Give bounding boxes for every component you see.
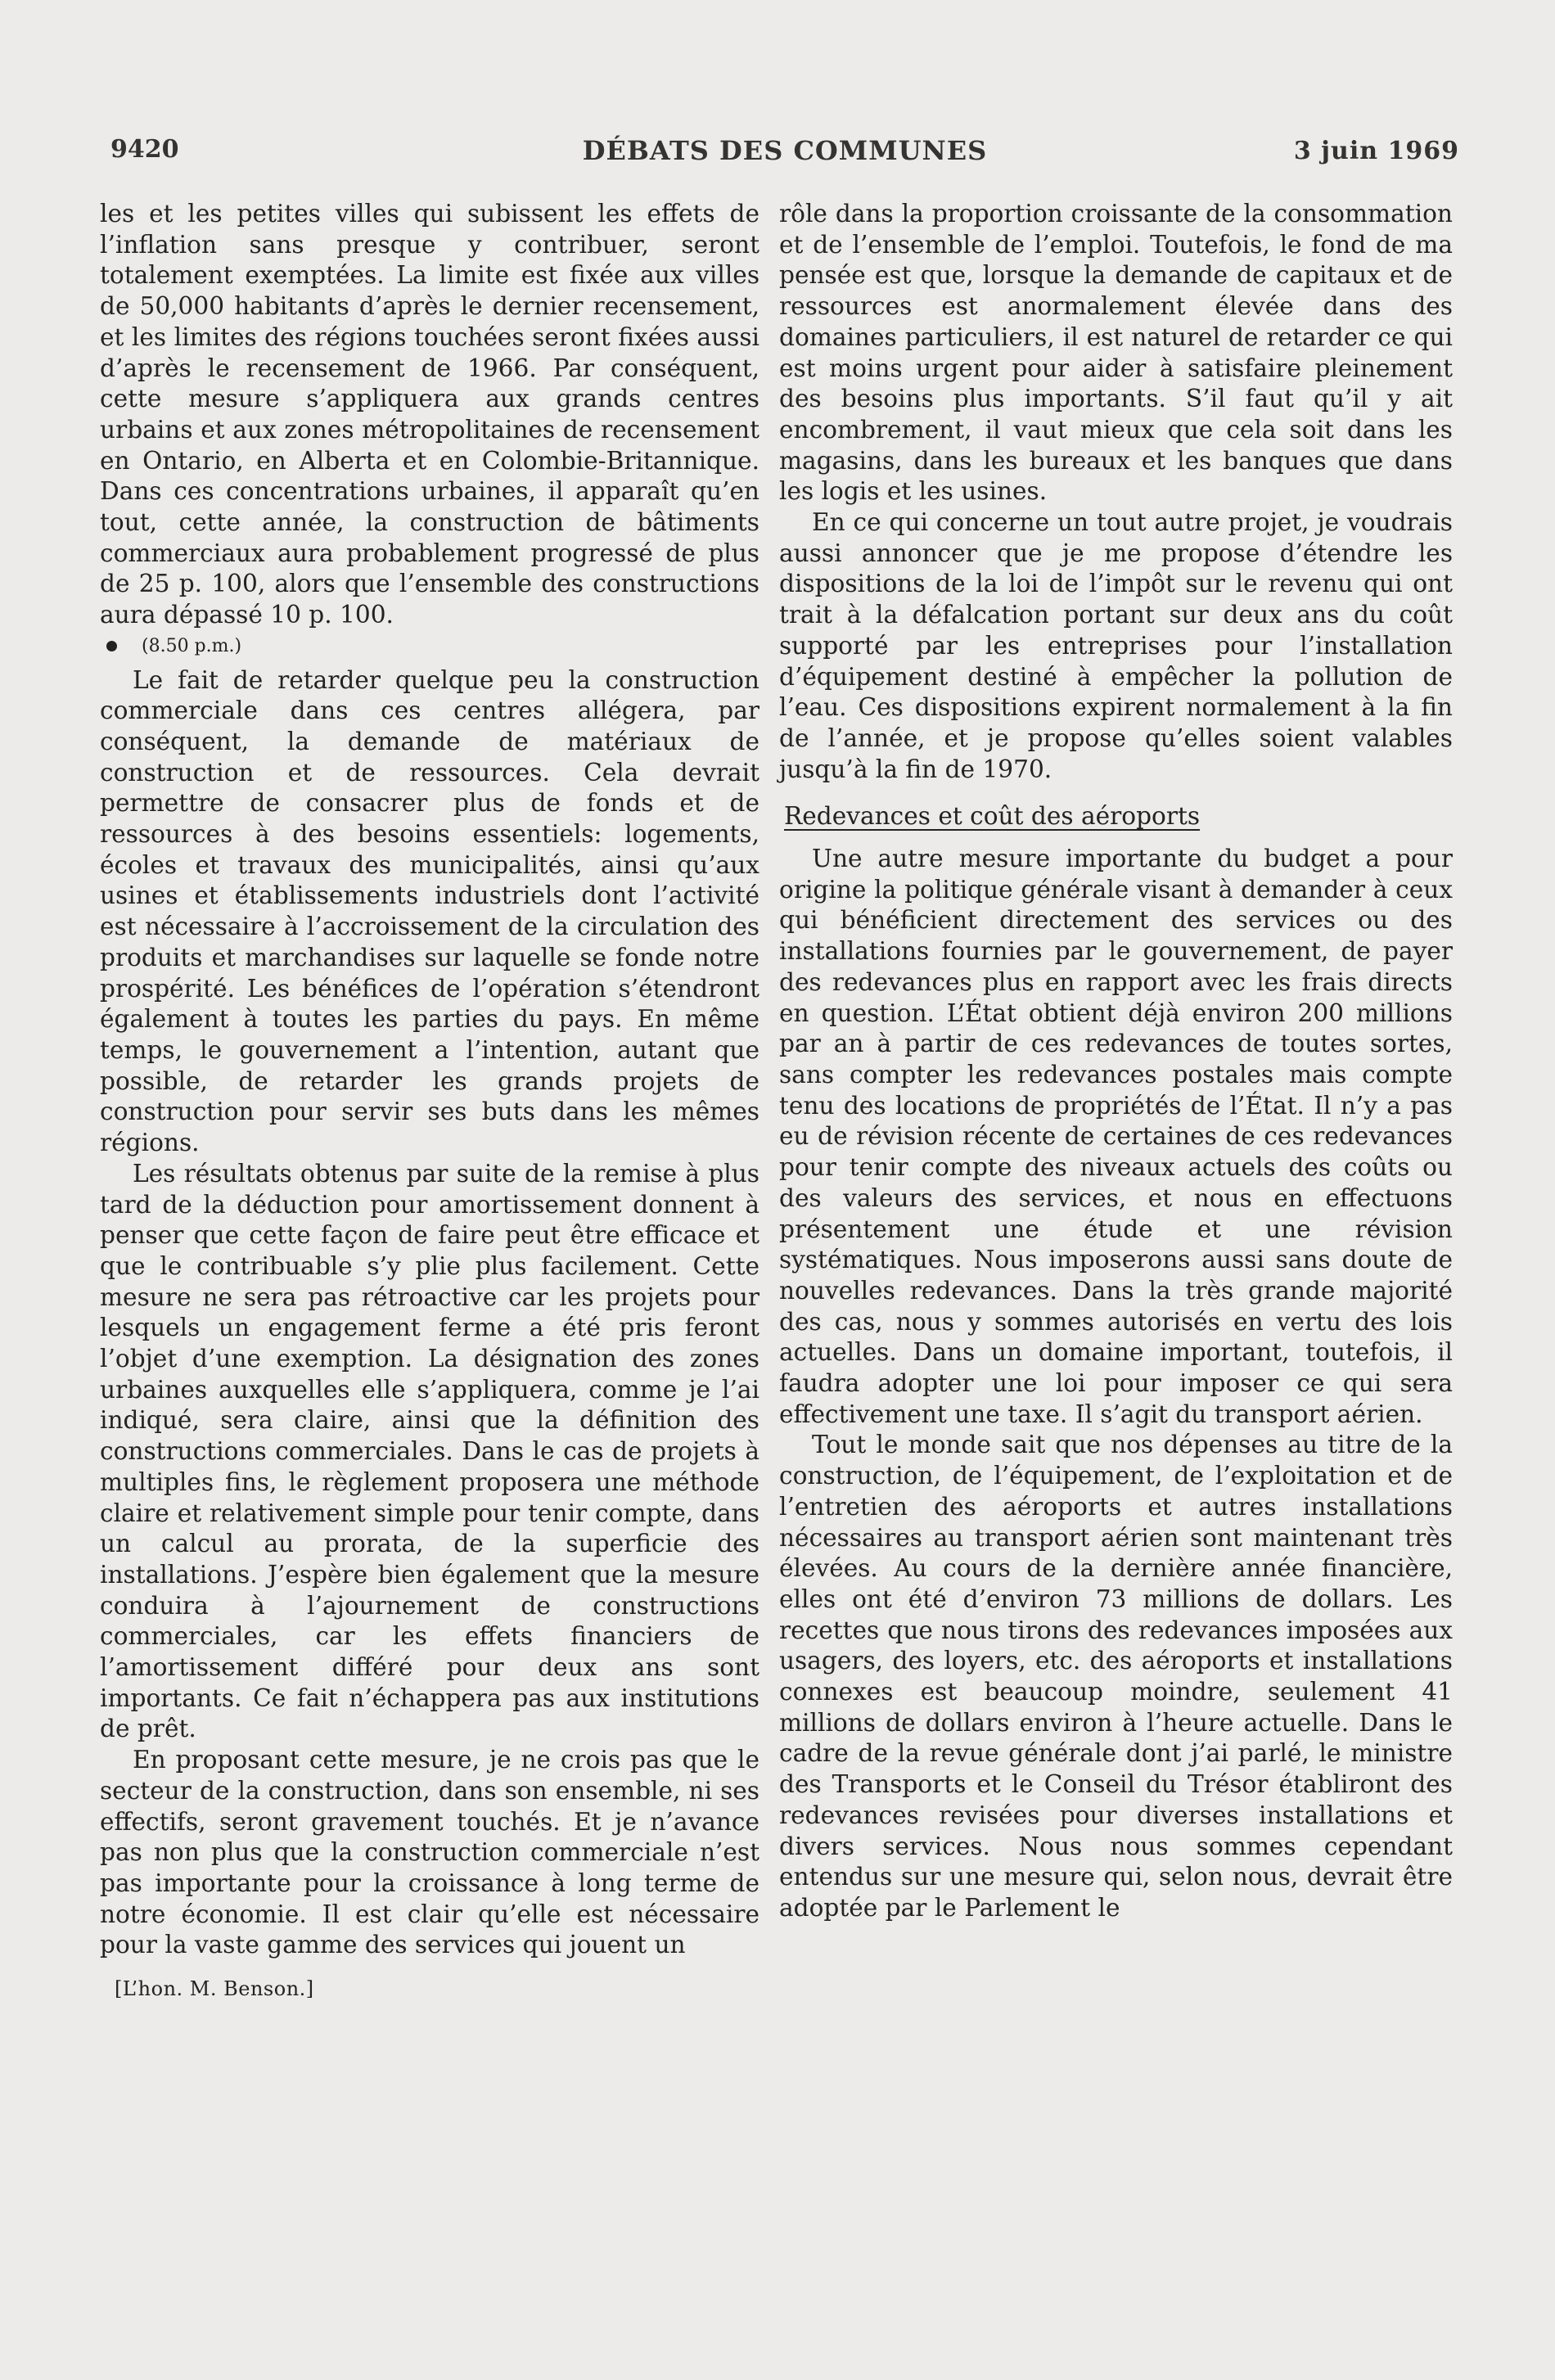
page-header bbox=[110, 135, 1459, 168]
paragraph: En ce qui concerne un tout autre projet, je voudrais aussi annoncer que je me propose d’étendre les dispositions de la loi de l’impôt sur le revenu qui ont trait à la défalcation portant sur deux ans du coût supporté par les entreprises pour l’installation d’équipement destiné à empêcher la pollution de l’eau. Ces dispositions expirent normalement à la fin de l’année, et je propose qu’elles soient valables jusqu’à la fin de 1970. bbox=[779, 508, 1453, 783]
publication-date: 3 juin 1969 bbox=[1293, 137, 1459, 165]
left-column bbox=[100, 199, 759, 2005]
paragraph: En proposant cette mesure, je ne crois pas que le secteur de la construction, dans son ensemble, ni ses effectifs, seront gravement touchés. Et je n’avance pas non plus que la construction commerciale n’est pas importante pour la croissance à long terme de notre économie. Il est clair qu’elle est nécessaire pour la vaste gamme des services qui jouent un bbox=[100, 1746, 759, 1959]
page-number: 9420 bbox=[110, 135, 179, 164]
time-marker-label: (8.50 p.m.) bbox=[142, 635, 242, 656]
speaker-attribution: [L’hon. M. Benson.] bbox=[115, 1977, 314, 2001]
paragraph: Une autre mesure importante du budget a pour origine la politique générale visant à demander à ceux qui bénéficient directement des services ou des installations fournies par le gouvernement, de payer des redevances plus en rapport avec les frais directs en question. L’État obtient déjà environ 200 millions par an à partir de ces redevances de toutes sortes, sans compter les redevances postales mais compte tenu des locations de propriétés de l’État. Il n’y a pas eu de révision récente de certaines de ces redevances pour tenir compte des niveaux actuels des coûts ou des valeurs des services, et nous en effectuons présentement une étude et une révision systématiques. Nous imposerons aussi sans doute de nouvelles redevances. Dans la très grande majorité des cas, nous y sommes autorisés en vertu des lois actuelles. Dans un domaine important, toutefois, il faudra adopter une loi pour imposer ce qui sera effectivement une taxe. Il s’agit du transport aérien. bbox=[779, 845, 1453, 1428]
time-marker bbox=[106, 631, 759, 662]
section-heading: Redevances et coût des aéroports bbox=[784, 802, 1201, 831]
paragraph: Le fait de retarder quelque peu la construction commerciale dans ces centres allégera, par conséquent, la demande de matériaux de construction et de ressources. Cela devrait permettre de consacrer plus de fonds et de ressources à des besoins essentiels: logements, écoles et travaux des municipalités, ainsi qu’aux usines et établissements industriels dont l’activité est nécessaire à l’accroissement de la circulation des produits et marchandises sur laquelle se fonde notre prospérité. Les bénéfices de l’opération s’étendront également à toutes les parties du pays. En même temps, le gouvernement a l’intention, autant que possible, de retarder les grands projets de construction pour servir ses buts dans les mêmes régions. bbox=[100, 665, 759, 1157]
bullet-icon bbox=[106, 641, 117, 651]
paragraph: Tout le monde sait que nos dépenses au titre de la construction, de l’équipement, de l’exploitation et de l’entretien des aéroports et autres installations nécessaires au transport aérien sont maintenant très élevées. Au cours de la dernière année financière, elles ont été d’environ 73 millions de dollars. Les recettes que nous tirons des redevances imposées aux usagers, des loyers, etc. des aéroports et installations connexes est beaucoup moindre, seulement 41 millions de dollars environ à l’heure actuelle. Dans le cadre de la revue générale dont j’ai parlé, le ministre des Transports et le Conseil du Trésor établiront des redevances revisées pour diverses installations et divers services. Nous nous sommes cependant entendus sur une mesure qui, selon nous, devrait être adoptée par le Parlement le bbox=[779, 1431, 1453, 1922]
publication-title: DÉBATS DES COMMUNES bbox=[582, 135, 988, 166]
right-column bbox=[779, 199, 1453, 1924]
paragraph: rôle dans la proportion croissante de la consommation et de l’ensemble de l’emploi. Toutefois, le fond de ma pensée est que, lorsque la demande de capitaux et de ressources est anormalement élevée dans des domaines particuliers, il est naturel de retarder ce qui est moins urgent pour aider à satisfaire pleinement des besoins plus importants. S’il faut qu’il y ait encombrement, il vaut mieux que cela soit dans les magasins, dans les bureaux et les banques que dans les logis et les usines. bbox=[779, 200, 1453, 506]
paragraph: les et les petites villes qui subissent les effets de l’inflation sans presque y contribuer, seront totalement exemptées. La limite est fixée aux villes de 50,000 habitants d’après le dernier recensement, et les limites des régions touchées seront fixées aussi d’après le recensement de 1966. Par conséquent, cette mesure s’appliquera aux grands centres urbains et aux zones métropolitaines de recensement en Ontario, en Alberta et en Colombie-Britannique. Dans ces concentrations urbaines, il apparaît qu’en tout, cette année, la construction de bâtiments commerciaux aura probablement progressé de plus de 25 p. 100, alors que l’ensemble des constructions aura dépassé 10 p. 100. bbox=[100, 200, 759, 629]
paragraph: Les résultats obtenus par suite de la remise à plus tard de la déduction pour amortissement donnent à penser que cette façon de faire peut être efficace et que le contribuable s’y plie plus facilement. Cette mesure ne sera pas rétroactive car les projets pour lesquels un engagement ferme a été pris feront l’objet d’une exemption. La désignation des zones urbaines auxquelles elle s’appliquera, comme je l’ai indiqué, sera claire, ainsi que la définition des constructions commerciales. Dans le cas de projets à multiples fins, le règlement proposera une méthode claire et relativement simple pour tenir compte, dans un calcul au prorata, de la superficie des installations. J’espère bien également que la mesure conduira à l’ajournement de constructions commerciales, car les effets financiers de l’amortissement différé pour deux ans sont importants. Ce fait n’échappera pas aux institutions de prêt. bbox=[100, 1159, 759, 1743]
